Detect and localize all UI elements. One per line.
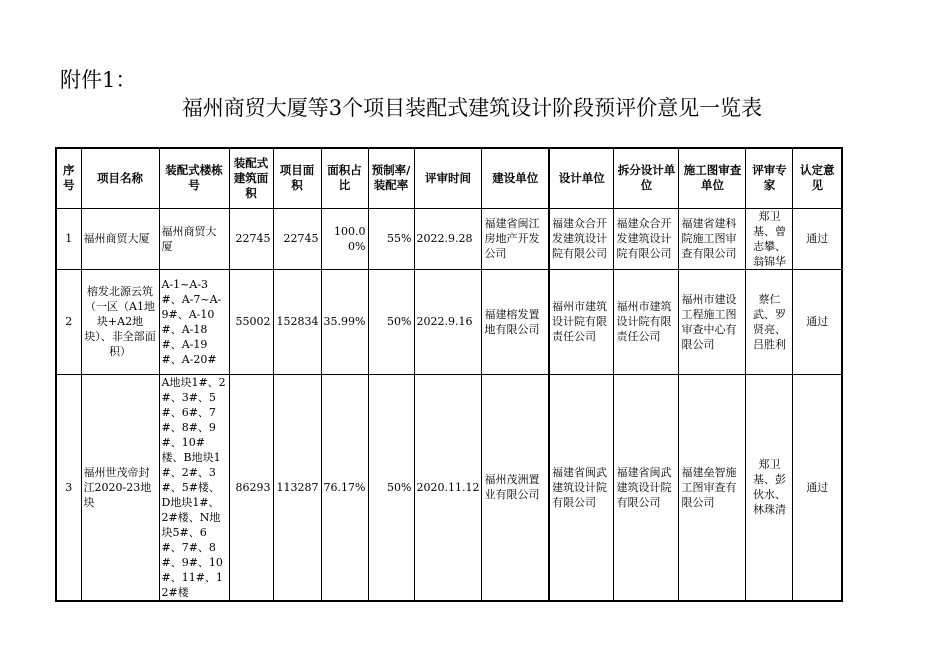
- cell-buildings: A-1~A-3#、A-7~A-9#、A-10#、A-18#、A-19#、A-20#: [159, 269, 229, 374]
- cell-ratio: 35.99%: [321, 269, 368, 374]
- header-designer: 设计单位: [549, 148, 614, 208]
- cell-review-time: 2020.11.12: [414, 374, 482, 601]
- cell-buildings: A地块1#、2#、3#、5#、6#、7#、8#、9#、10#楼、B地块1#、2#、3#、5#楼、D地块1#、2#楼、N地块5#、6#、7#、8#、9#、10#、11#、12#楼: [159, 374, 229, 601]
- table-row: [56, 208, 842, 269]
- cell-buildings: 福州商贸大厦: [159, 208, 229, 269]
- cell-designer: 福建省闽武建筑设计院有限公司: [549, 374, 614, 601]
- table-header-row: [56, 148, 842, 208]
- cell-opinion: 通过: [793, 374, 842, 601]
- header-drawing-review: 施工图审查单位: [679, 148, 746, 208]
- header-name: 项目名称: [81, 148, 159, 208]
- cell-prefab-rate: 50%: [368, 269, 414, 374]
- cell-seq: 3: [56, 374, 81, 601]
- header-ratio: 面积占比: [321, 148, 368, 208]
- cell-name: 福州世茂帝封江2020-23地块: [81, 374, 159, 601]
- cell-developer: 福州茂洲置业有限公司: [482, 374, 549, 601]
- cell-area: 22745: [273, 208, 321, 269]
- cell-drawing-review: 福建垒智施工图审查有限公司: [679, 374, 746, 601]
- header-seq: 序号: [56, 148, 81, 208]
- table-row: [56, 374, 842, 601]
- header-experts: 评审专家: [746, 148, 793, 208]
- header-area: 项目面积: [273, 148, 321, 208]
- cell-name: 福州商贸大厦: [81, 208, 159, 269]
- header-opinion: 认定意见: [793, 148, 842, 208]
- header-review-time: 评审时间: [414, 148, 482, 208]
- cell-prefab-area: 55002: [229, 269, 273, 374]
- cell-developer: 福建省闽江房地产开发公司: [482, 208, 549, 269]
- cell-split-designer: 福州市建筑设计院有限责任公司: [614, 269, 679, 374]
- cell-prefab-area: 86293: [229, 374, 273, 601]
- cell-split-designer: 福建省闽武建筑设计院有限公司: [614, 374, 679, 601]
- cell-designer: 福州市建筑设计院有限责任公司: [549, 269, 614, 374]
- cell-experts: 郑卫基、彭伙水、林珠清: [746, 374, 793, 601]
- evaluation-table: [55, 147, 843, 602]
- cell-developer: 福建榕发置地有限公司: [482, 269, 549, 374]
- table-row: [56, 269, 842, 374]
- cell-opinion: 通过: [793, 208, 842, 269]
- header-prefab-rate: 预制率/装配率: [368, 148, 414, 208]
- cell-prefab-rate: 50%: [368, 374, 414, 601]
- cell-experts: 郑卫基、曾志攀、翁锦华: [746, 208, 793, 269]
- cell-area: 152834: [273, 269, 321, 374]
- header-buildings: 装配式楼栋号: [159, 148, 229, 208]
- annex-label: 附件1：: [60, 68, 137, 92]
- page-title: 福州商贸大厦等3个项目装配式建筑设计阶段预评价意见一览表: [181, 96, 763, 120]
- cell-drawing-review: 福建省建科院施工图审查有限公司: [679, 208, 746, 269]
- cell-designer: 福建众合开发建筑设计院有限公司: [549, 208, 614, 269]
- cell-seq: 1: [56, 208, 81, 269]
- cell-opinion: 通过: [793, 269, 842, 374]
- cell-area: 113287: [273, 374, 321, 601]
- cell-name: 榕发北源云筑（一区（A1地块+A2地块）、非全部面积）: [81, 269, 159, 374]
- header-prefab-area: 装配式建筑面积: [229, 148, 273, 208]
- cell-ratio: 100.00%: [321, 208, 368, 269]
- cell-review-time: 2022.9.28: [414, 208, 482, 269]
- cell-split-designer: 福建众合开发建筑设计院有限公司: [614, 208, 679, 269]
- header-developer: 建设单位: [482, 148, 549, 208]
- header-split-designer: 拆分设计单位: [614, 148, 679, 208]
- cell-experts: 蔡仁武、罗贤亮、吕胜利: [746, 269, 793, 374]
- cell-prefab-area: 22745: [229, 208, 273, 269]
- cell-review-time: 2022.9.16: [414, 269, 482, 374]
- cell-ratio: 76.17%: [321, 374, 368, 601]
- cell-prefab-rate: 55%: [368, 208, 414, 269]
- cell-drawing-review: 福州市建设工程施工图审查中心有限公司: [679, 269, 746, 374]
- cell-seq: 2: [56, 269, 81, 374]
